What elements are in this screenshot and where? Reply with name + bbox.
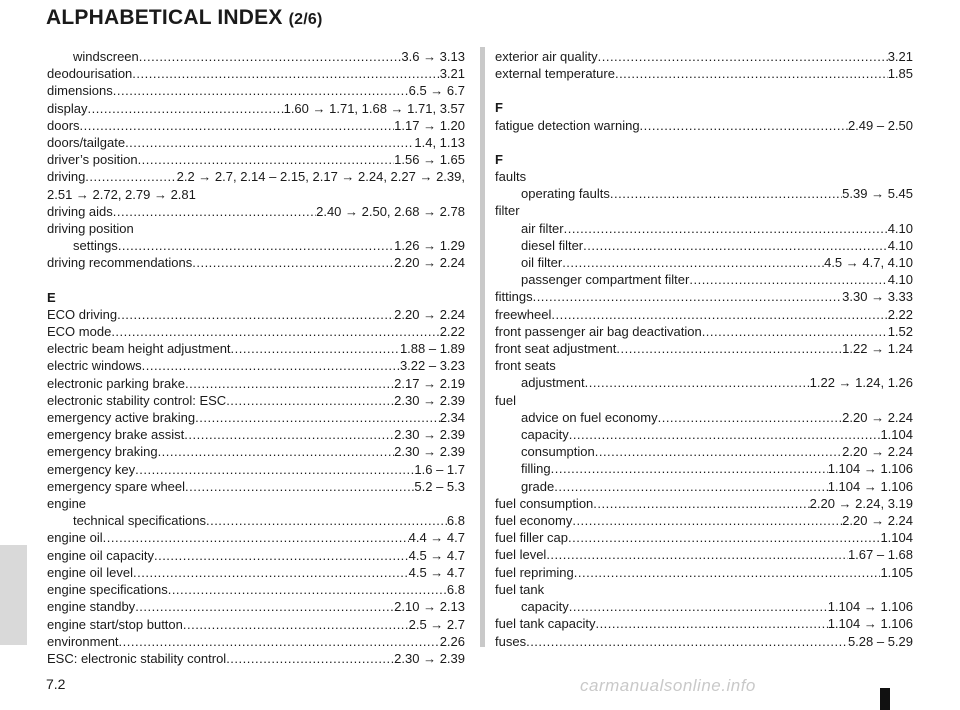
index-entry: advice on fuel economy ..... 2.20 → 2.24 bbox=[495, 409, 913, 426]
index-entry: emergency brake assist ..... 2.30 → 2.39 bbox=[47, 426, 465, 443]
page-title bbox=[46, 6, 323, 30]
index-entry: engine oil level ..... 4.5 → 4.7 bbox=[47, 564, 465, 581]
index-entry: technical specifications ..... 6.8 bbox=[47, 512, 465, 529]
index-entry: emergency key ..... 1.6 – 1.7 bbox=[47, 461, 465, 478]
index-entry: freewheel ..... 2.22 bbox=[495, 306, 913, 323]
chapter-tab-marker bbox=[0, 545, 27, 645]
index-entry: fuses ..... 5.28 – 5.29 bbox=[495, 633, 913, 650]
index-entry: consumption ..... 2.20 → 2.24 bbox=[495, 443, 913, 460]
index-entry: environment ..... 2.26 bbox=[47, 633, 465, 650]
index-entry: driver’s position ..... 1.56 → 1.65 bbox=[47, 151, 465, 168]
index-entry: driving aids ..... 2.40 → 2.50, 2.68 → 2.78 bbox=[47, 203, 465, 220]
index-heading: engine bbox=[47, 496, 87, 512]
watermark: carmanualsonline.info bbox=[580, 676, 756, 695]
index-entry: emergency braking ..... 2.30 → 2.39 bbox=[47, 443, 465, 460]
index-entry: engine standby ..... 2.10 → 2.13 bbox=[47, 598, 465, 615]
index-right-column bbox=[495, 48, 913, 650]
index-entry: engine specifications ..... 6.8 bbox=[47, 581, 465, 598]
index-entry: fatigue detection warning ..... 2.49 – 2.50 bbox=[495, 117, 913, 134]
section-letter: F bbox=[495, 100, 503, 116]
index-heading: fuel bbox=[495, 392, 516, 408]
index-entry: doors ..... 1.17 → 1.20 bbox=[47, 117, 465, 134]
index-entry: electric beam height adjustment ..... 1.88 – 1.89 bbox=[47, 340, 465, 357]
index-entry: front seat adjustment ..... 1.22 → 1.24 bbox=[495, 340, 913, 357]
index-entry-continuation: 2.51 → 2.72, 2.79 → 2.81 bbox=[47, 186, 196, 202]
index-part: (2/6) bbox=[288, 11, 323, 28]
index-entry: fuel consumption ..... 2.20 → 2.24, 3.19 bbox=[495, 495, 913, 512]
index-entry: electronic parking brake ..... 2.17 → 2.19 bbox=[47, 375, 465, 392]
index-entry: capacity ..... 1.104 bbox=[495, 426, 913, 443]
index-entry: deodourisation ..... 3.21 bbox=[47, 65, 465, 82]
index-entry: adjustment ..... 1.22 → 1.24, 1.26 bbox=[495, 374, 913, 391]
index-entry: filling ..... 1.104 → 1.106 bbox=[495, 460, 913, 477]
index-entry: display ..... 1.60 → 1.71, 1.68 → 1.71, 3.57 bbox=[47, 100, 465, 117]
index-entry: engine oil ..... 4.4 → 4.7 bbox=[47, 529, 465, 546]
index-entry: engine oil capacity ..... 4.5 → 4.7 bbox=[47, 547, 465, 564]
index-title: ALPHABETICAL INDEX bbox=[46, 6, 283, 29]
index-entry: fuel filler cap ..... 1.104 bbox=[495, 529, 913, 546]
index-heading: filter bbox=[495, 203, 520, 219]
index-entry: driving recommendations ..... 2.20 → 2.24 bbox=[47, 254, 465, 271]
index-entry: settings ..... 1.26 → 1.29 bbox=[47, 237, 465, 254]
index-entry: air filter ..... 4.10 bbox=[495, 220, 913, 237]
index-entry: engine start/stop button ..... 2.5 → 2.7 bbox=[47, 616, 465, 633]
index-entry: fuel economy ..... 2.20 → 2.24 bbox=[495, 512, 913, 529]
index-entry: operating faults ..... 5.39 → 5.45 bbox=[495, 185, 913, 202]
index-entry: capacity ..... 1.104 → 1.106 bbox=[495, 598, 913, 615]
index-entry: fuel level ..... 1.67 – 1.68 bbox=[495, 546, 913, 563]
index-entry: emergency active braking ..... 2.34 bbox=[47, 409, 465, 426]
index-entry: dimensions ..... 6.5 → 6.7 bbox=[47, 82, 465, 99]
index-entry: electric windows ..... 3.22 – 3.23 bbox=[47, 357, 465, 374]
index-entry: fittings ..... 3.30 → 3.33 bbox=[495, 288, 913, 305]
index-entry: doors/tailgate ..... 1.4, 1.13 bbox=[47, 134, 465, 151]
index-heading: fuel tank bbox=[495, 581, 545, 597]
index-entry: external temperature ..... 1.85 bbox=[495, 65, 913, 82]
index-entry: front passenger air bag deactivation ..... 1.52 bbox=[495, 323, 913, 340]
index-entry: ECO mode ..... 2.22 bbox=[47, 323, 465, 340]
index-entry: fuel repriming ..... 1.105 bbox=[495, 564, 913, 581]
index-entry: fuel tank capacity ..... 1.104 → 1.106 bbox=[495, 615, 913, 632]
page-number: 7.2 bbox=[46, 676, 66, 692]
index-entry: electronic stability control: ESC ..... 2.30 → 2.39 bbox=[47, 392, 465, 409]
index-entry: emergency spare wheel ..... 5.2 – 5.3 bbox=[47, 478, 465, 495]
index-heading: front seats bbox=[495, 358, 556, 374]
index-heading: driving position bbox=[47, 221, 134, 237]
index-entry: grade ..... 1.104 → 1.106 bbox=[495, 478, 913, 495]
index-entry: exterior air quality ..... 3.21 bbox=[495, 48, 913, 65]
index-entry: ECO driving ..... 2.20 → 2.24 bbox=[47, 306, 465, 323]
index-entry: passenger compartment filter ..... 4.10 bbox=[495, 271, 913, 288]
index-entry: ESC: electronic stability control ..... 2.30 → 2.39 bbox=[47, 650, 465, 667]
index-entry: oil filter ..... 4.5 → 4.7, 4.10 bbox=[495, 254, 913, 271]
index-entry: driving ..... 2.2 → 2.7, 2.14 – 2.15, 2.17 → 2.24, 2.27 → 2.39, bbox=[47, 168, 465, 185]
column-separator bbox=[480, 47, 485, 647]
page-corner-marker bbox=[880, 688, 890, 710]
section-letter: F bbox=[495, 151, 503, 167]
section-letter: E bbox=[47, 289, 56, 305]
index-entry: windscreen ..... 3.6 → 3.13 bbox=[47, 48, 465, 65]
index-entry: diesel filter ..... 4.10 bbox=[495, 237, 913, 254]
index-heading: faults bbox=[495, 169, 527, 185]
index-left-column bbox=[47, 48, 465, 667]
